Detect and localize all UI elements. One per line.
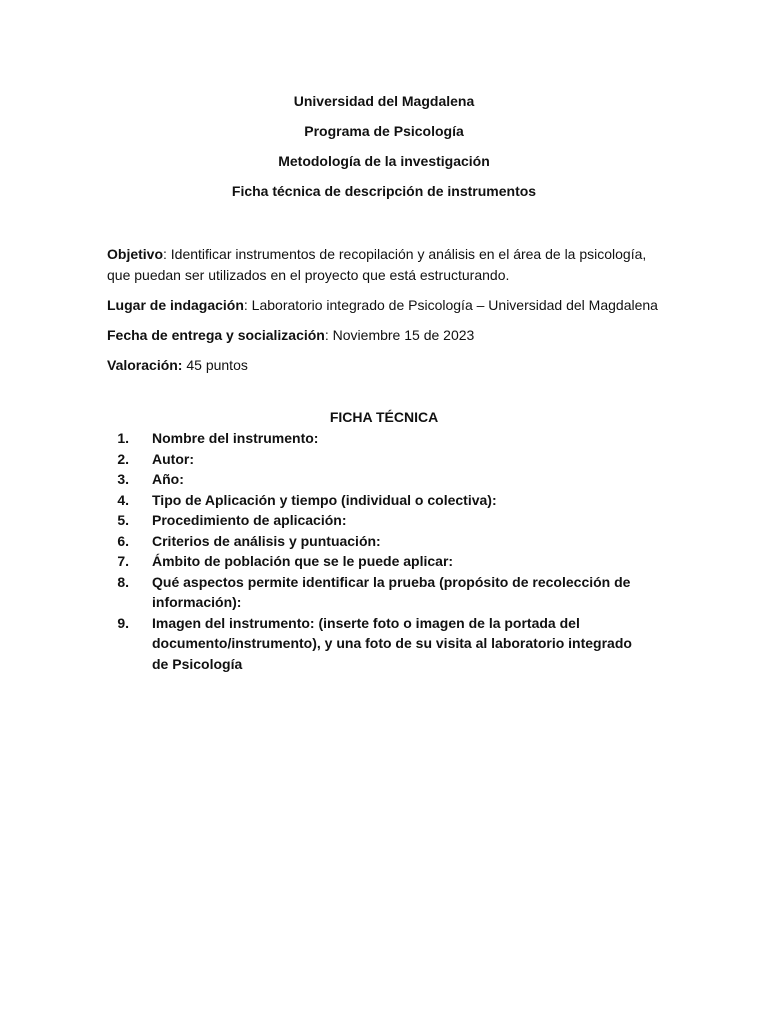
field-valoracion-label: Valoración: [107,357,183,373]
list-item [107,551,647,572]
list-item-number: 3. [117,471,129,487]
list-item [107,469,647,490]
field-lugar-value: : Laboratorio integrado de Psicología – Universidad del Magdalena [243,297,658,313]
list-item [107,428,647,449]
field-valoracion [107,355,667,376]
list-item-number: 1. [117,430,129,446]
list-item-text: Criterios de análisis y puntuación: [152,532,381,549]
field-objetivo [107,244,667,286]
field-fecha [107,325,667,346]
university-name: Universidad del Magdalena [293,93,475,109]
list-item-number: 8. [117,573,129,590]
document-fields [107,244,667,385]
list-item-number: 2. [117,450,129,467]
field-fecha-label: Fecha de entrega y socialización [107,327,325,343]
list-item-text: Autor: [152,450,194,467]
list-item [107,613,647,675]
document-title: Ficha técnica de descripción de instrumentos [231,183,537,199]
document-header [0,92,768,212]
list-item [107,490,647,511]
list-item-number: 5. [117,512,129,528]
list-item-number: 6. [117,532,129,549]
list-item-text: Qué aspectos permite identificar la prueba (propósito de recolección de información): [152,573,631,610]
list-item [107,572,647,613]
list-item-number: 4. [117,491,129,508]
ficha-title: FICHA TÉCNICA [329,409,439,425]
list-item-text: Procedimiento de aplicación: [152,512,347,528]
list-item-text: Año: [152,471,184,487]
list-item-text: Nombre del instrumento: [152,430,319,446]
program-name: Programa de Psicología [304,123,464,139]
field-fecha-value: : Noviembre 15 de 2023 [324,327,475,343]
list-item-text: Imagen del instrumento: (inserte foto o imagen de la portada del documento/instrumento), y una foto de su visita al laboratorio integrado de Psicología [152,614,632,672]
field-valoracion-value: 45 puntos [182,357,248,373]
field-objetivo-value: : Identificar instrumentos de recopilación y análisis en el área de la psicología, que puedan ser utilizados en el proyecto que está estructurando. [107,246,647,283]
field-lugar-label: Lugar de indagación [107,297,244,313]
list-item-text: Tipo de Aplicación y tiempo (individual o colectiva): [152,491,497,508]
list-item [107,510,647,531]
field-lugar [107,295,667,316]
course-name: Metodología de la investigación [278,153,490,169]
list-item [107,449,647,470]
list-item-number: 7. [117,553,129,569]
list-item-text: Ámbito de población que se le puede aplicar: [152,553,454,569]
field-objetivo-label: Objetivo [107,246,164,262]
list-item-number: 9. [117,614,129,631]
ficha-list [107,428,647,674]
list-item [107,531,647,552]
